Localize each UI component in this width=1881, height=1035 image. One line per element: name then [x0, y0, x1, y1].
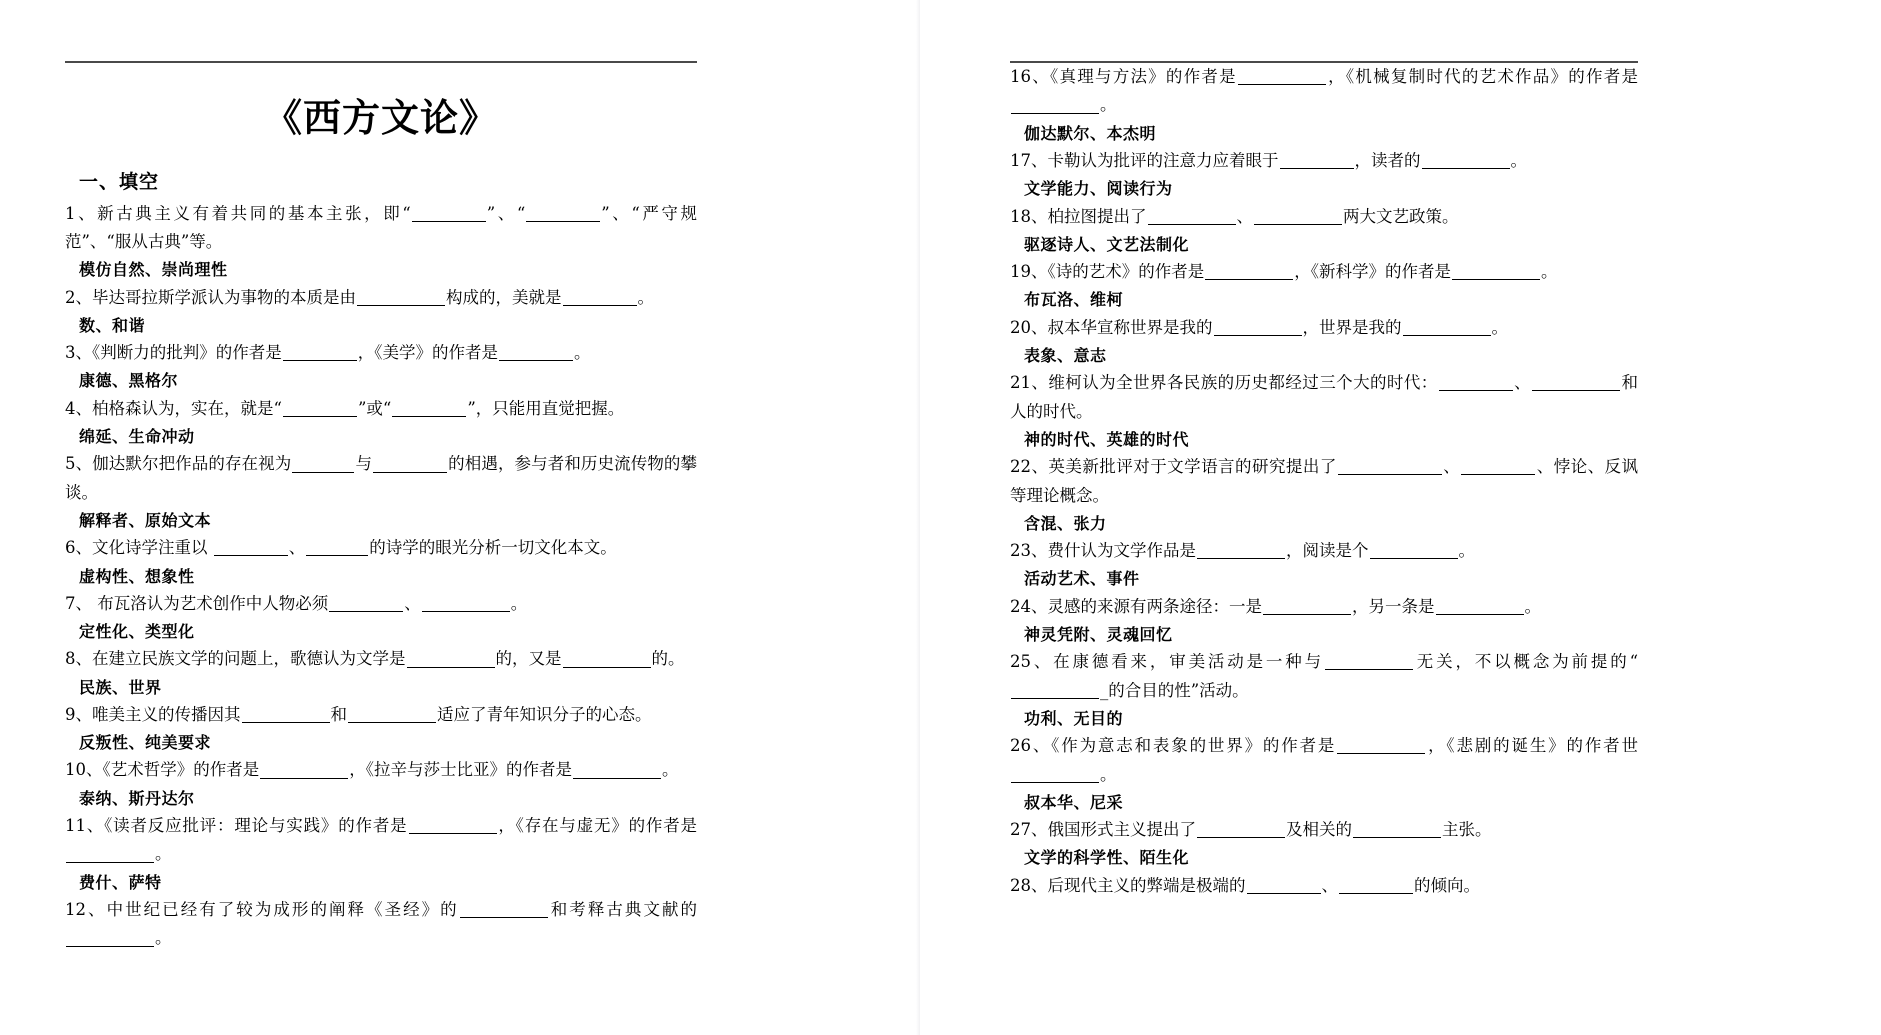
answer-text: 绵延、生命冲动 — [79, 427, 195, 447]
answer-text: 功利、无目的 — [1024, 708, 1124, 728]
question-item — [1010, 203, 1638, 259]
question-text: 6、文化诗学注重以 、 的诗学的眼光分析一切文化本文。 — [65, 538, 617, 558]
question-item — [1010, 369, 1638, 453]
answer-text: 驱逐诗人、文艺法制化 — [1024, 234, 1190, 254]
answer-text: 叔本华、尼采 — [1024, 792, 1124, 812]
fill-in-blank[interactable] — [1280, 152, 1354, 169]
answer-text: 模仿自然、崇尚理性 — [79, 260, 228, 280]
question-item — [1010, 593, 1638, 649]
answer-text: 文学的科学性、陌生化 — [1024, 848, 1190, 868]
fill-in-blank[interactable] — [1325, 653, 1413, 670]
answer-text: 布瓦洛、维柯 — [1024, 290, 1124, 310]
fill-in-blank[interactable] — [409, 817, 497, 834]
fill-in-blank[interactable] — [1339, 877, 1413, 894]
fill-in-blank[interactable] — [242, 706, 330, 723]
question-text: 18、柏拉图提出了 、 两大文艺政策。 — [1010, 206, 1459, 226]
answer-text: 民族、世界 — [79, 677, 162, 697]
question-item — [1010, 732, 1638, 816]
header-rule-left — [65, 61, 697, 63]
fill-in-blank[interactable] — [283, 344, 357, 361]
fill-in-blank[interactable] — [526, 205, 600, 222]
fill-in-blank[interactable] — [1337, 737, 1425, 754]
question-item — [65, 339, 697, 395]
question-item — [65, 395, 697, 451]
fill-in-blank[interactable] — [1263, 598, 1351, 615]
question-text: 21、维柯认为全世界各民族的历史都经过三个大的时代： 、 和人的时代。 — [1010, 373, 1639, 421]
question-text: 5、伽达默尔把作品的存在视为 与 的相遇，参与者和历史流传物的攀谈。 — [65, 454, 698, 502]
question-text: 23、费什认为文学作品是 ，阅读是个 。 — [1010, 541, 1475, 561]
question-text: 20、叔本华宣称世界是我的 ，世界是我的 。 — [1010, 317, 1508, 337]
left-question-list — [65, 200, 697, 953]
page-title: 《西方文论》 — [263, 95, 498, 140]
page-right-content — [1010, 0, 1638, 900]
question-text: 19、《诗的艺术》的作者是 ，《新科学》的作者是 。 — [1010, 262, 1558, 282]
fill-in-blank[interactable] — [573, 761, 661, 778]
fill-in-blank[interactable] — [1439, 374, 1513, 391]
fill-in-blank[interactable] — [260, 761, 348, 778]
fill-in-blank[interactable] — [1532, 374, 1620, 391]
question-item — [65, 284, 697, 340]
question-item — [1010, 63, 1638, 147]
fill-in-blank[interactable] — [422, 595, 510, 612]
answer-text: 反叛性、纯美要求 — [79, 733, 212, 753]
question-item — [65, 756, 697, 812]
fill-in-blank[interactable] — [1197, 821, 1285, 838]
section-heading: 一、填空 — [79, 170, 160, 193]
question-text: 22、英美新批评对于文学语言的研究提出了 、 、悖论、反讽等理论概念。 — [1010, 457, 1639, 505]
fill-in-blank[interactable] — [1247, 877, 1321, 894]
question-text: 26、《作为意志和表象的世界》的作者是 ，《悲剧的诞生》的作者世。 — [1010, 736, 1639, 784]
question-text: 24、灵感的来源有两条途径：一是 ，另一条是 。 — [1010, 596, 1541, 616]
fill-in-blank[interactable] — [1461, 458, 1535, 475]
question-text: 17、卡勒认为批评的注意力应着眼于 ，读者的 。 — [1010, 150, 1527, 170]
fill-in-blank[interactable] — [348, 706, 436, 723]
question-item — [65, 450, 697, 534]
question-item — [1010, 816, 1638, 872]
question-item — [1010, 648, 1638, 732]
question-item — [65, 200, 697, 284]
answer-text: 伽达默尔、本杰明 — [1024, 123, 1157, 143]
fill-in-blank[interactable] — [1353, 821, 1441, 838]
answer-text: 神灵凭附、灵魂回忆 — [1024, 625, 1173, 644]
fill-in-blank[interactable] — [1403, 319, 1491, 336]
question-text: 3、《判断力的批判》的作者是 ，《美学》的作者是 。 — [65, 343, 591, 363]
fill-in-blank[interactable] — [292, 455, 354, 472]
fill-in-blank[interactable] — [563, 650, 651, 667]
question-item — [1010, 872, 1638, 900]
question-item — [65, 645, 697, 701]
fill-in-blank[interactable] — [1338, 458, 1442, 475]
fill-in-blank[interactable] — [460, 901, 548, 918]
question-text: 1、新古典主义有着共同的基本主张，即“ ”、“ ”、“严守规范”、“服从古典”等。 — [65, 203, 697, 251]
fill-in-blank[interactable] — [1214, 319, 1302, 336]
fill-in-blank[interactable] — [283, 400, 357, 417]
fill-in-blank[interactable] — [66, 845, 154, 862]
fill-in-blank[interactable] — [214, 539, 288, 556]
answer-text: 文学能力、阅读行为 — [1024, 179, 1173, 199]
fill-in-blank[interactable] — [1011, 96, 1099, 113]
fill-in-blank[interactable] — [1452, 263, 1540, 280]
fill-in-blank[interactable] — [1370, 542, 1458, 559]
question-text: 9、唯美主义的传播因其 和 适应了青年知识分子的心态。 — [65, 704, 652, 724]
question-text: 28、后现代主义的弊端是极端的 、 的倾向。 — [1010, 875, 1480, 895]
right-question-list — [1010, 63, 1638, 900]
question-text: 4、柏格森认为，实在，就是“ ”或“ ”，只能用直觉把握。 — [65, 398, 625, 418]
answer-text: 泰纳、斯丹达尔 — [79, 788, 195, 808]
question-text: 2、毕达哥拉斯学派认为事物的本质是由 构成的，美就是 。 — [65, 287, 654, 307]
fill-in-blank[interactable] — [1197, 542, 1285, 559]
fill-in-blank[interactable] — [66, 929, 154, 946]
fill-in-blank[interactable] — [412, 205, 486, 222]
question-text: 7、 布瓦洛认为艺术创作中人物必须 、 。 — [65, 593, 528, 613]
answer-text: 神的时代、英雄的时代 — [1024, 429, 1190, 449]
answer-text: 含混、张力 — [1024, 513, 1107, 533]
question-item — [1010, 147, 1638, 203]
fill-in-blank[interactable] — [1254, 207, 1342, 224]
answer-text: 活动艺术、事件 — [1024, 569, 1140, 589]
fill-in-blank[interactable] — [1436, 598, 1524, 615]
page-left-content — [65, 0, 697, 953]
fill-in-blank[interactable] — [373, 455, 447, 472]
page-left — [0, 0, 920, 1035]
question-text: 27、俄国形式主义提出了 及相关的 主张。 — [1010, 820, 1492, 840]
question-item — [1010, 537, 1638, 593]
answer-text: 定性化、类型化 — [79, 622, 195, 642]
fill-in-blank[interactable] — [392, 400, 466, 417]
question-item — [1010, 314, 1638, 370]
fill-in-blank[interactable] — [563, 289, 637, 306]
answer-text: 费什、萨特 — [79, 872, 162, 892]
fill-in-blank[interactable] — [329, 595, 403, 612]
question-item — [65, 701, 697, 757]
answer-text: 表象、意志 — [1024, 346, 1107, 365]
fill-in-blank[interactable] — [1205, 263, 1293, 280]
question-text: 8、在建立民族文学的问题上，歌德认为文学是 的，又是 的。 — [65, 649, 685, 669]
answer-text: 虚构性、想象性 — [79, 566, 195, 586]
question-item — [65, 590, 697, 646]
fill-in-blank[interactable] — [1011, 765, 1099, 782]
fill-in-blank[interactable] — [1422, 152, 1510, 169]
fill-in-blank[interactable] — [407, 650, 495, 667]
question-text: 25、在康德看来，审美活动是一种与 无关，不以概念为前提的“_的合目的性”活动。 — [1010, 652, 1639, 700]
question-item — [1010, 453, 1638, 537]
question-text: 16、《真理与方法》的作者是 ，《机械复制时代的艺术作品》的作者是。 — [1010, 67, 1639, 115]
fill-in-blank[interactable] — [357, 289, 445, 306]
answer-text: 数、和谐 — [79, 315, 146, 335]
fill-in-blank[interactable] — [1148, 207, 1236, 224]
answer-text: 康德、黑格尔 — [79, 371, 179, 391]
answer-text: 解释者、原始文本 — [79, 510, 212, 530]
question-text: 10、《艺术哲学》的作者是 ，《拉辛与莎士比亚》的作者是 。 — [65, 760, 679, 780]
fill-in-blank[interactable] — [499, 344, 573, 361]
fill-in-blank[interactable] — [306, 539, 368, 556]
question-item — [65, 534, 697, 590]
question-text: 11、《读者反应批评：理论与实践》的作者是 ，《存在与虚无》的作者是。 — [65, 815, 697, 864]
fill-in-blank[interactable] — [1011, 682, 1099, 699]
question-item — [65, 896, 697, 953]
question-item — [65, 812, 697, 896]
question-text: 12、中世纪已经有了较为成形的阐释《圣经》的 和考释古典文献的。 — [65, 899, 698, 948]
question-item — [1010, 258, 1638, 314]
fill-in-blank[interactable] — [1238, 68, 1326, 85]
page-right — [920, 0, 1881, 1035]
